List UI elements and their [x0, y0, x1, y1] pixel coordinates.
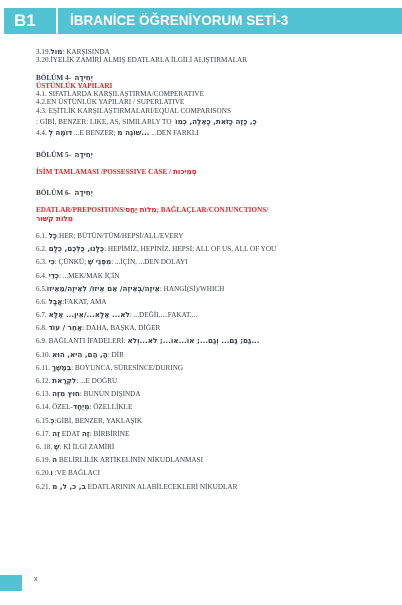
list-item[interactable]: 6.7. לֹא... אֶלָּא.../אֵין... אֶלָּא: ...DEĞİL....FAKAT.... — [36, 310, 198, 320]
list-item[interactable]: 6.20.ו :VE BAĞLACI — [36, 468, 100, 478]
list-item[interactable]: 6.17. זֶה EDAT זֶה: BİRBİRİNE — [36, 428, 130, 438]
footer-accent-bar — [0, 575, 22, 591]
book-title: İBRANİCE ÖĞRENİYORUM SETİ-3 — [58, 8, 402, 34]
list-item[interactable]: 6.11. בְּמֶשֶׁךְ: BOYUNCA, SÜRESİNCE/DURING — [36, 362, 184, 372]
list-item[interactable]: 6.14. ÖZEL-מְיֻחָד: ÖZELLİKLE — [36, 402, 133, 412]
level-badge: B1 — [4, 8, 56, 34]
section-4-heading[interactable]: BÖLÜM 4- יְחִידָה — [36, 72, 93, 82]
list-item[interactable]: 6.10. הֲ, הַם, הִיא, הוּא: DİR — [36, 349, 124, 359]
list-item[interactable]: 6.12. לִקְרַאת: ...E DOĞRU — [36, 376, 118, 385]
list-item[interactable]: 6.1. כָּל:HER; BÜTÜN/TÜM/HEPSİ/ALL/EVERY — [36, 230, 184, 240]
section-6-heading[interactable]: BÖLÜM 6- יְחִידָה — [36, 188, 93, 198]
list-item[interactable]: 6.9. BAĞLANTI İFADELERİ: גַּם; גַּם... וְגַם...; אוֹ...אוֹ...; לֹא...וְלֹא... — [36, 336, 260, 346]
toc-line-4-3-b[interactable]: : GİBİ, BENZER: LIKE, AS, SIMILARLY TO כְּ, כָּזֶה כָּזֹאת, כָּאֵלֶּה, כְּמוֹ — [36, 116, 257, 126]
list-item[interactable]: 6.8. אַחֵר / עוֹד: DAHA, BAŞKA, DİĞER — [36, 323, 161, 333]
conjunction-list — [36, 229, 376, 493]
list-item[interactable]: 6.13. חוּץ מִזֶּה: BUNUN DIŞINDA — [36, 389, 141, 399]
list-item[interactable]: 6.6. אֲבָל:FAKAT, AMA — [36, 296, 107, 306]
toc-line-4-3[interactable]: 4.3. EŞİTLİK KARŞILAŞTIRMALARI/EQUAL COMPARISONS — [36, 106, 231, 115]
section-5-heading[interactable]: BÖLÜM 5- יְחִידָה — [36, 149, 93, 159]
list-item[interactable]: 6.4. כְּדֵי: ...MEK/MAK İÇİN — [36, 270, 120, 280]
toc-line-4-2[interactable]: 4.2.EN ÜSTÜNLÜK YAPILARI / SUPERLATIVE — [36, 98, 185, 107]
list-item[interactable]: 6.15.כְּ:GİBİ, BENZER, YAKLAŞIK — [36, 415, 143, 425]
toc-line-3-19[interactable]: 3.19.מול: KARŞISINDA — [36, 47, 110, 56]
list-item[interactable]: 6.19. ה BELİRLİLİK ARTİKELİNİN NİKUDLANMASI — [36, 455, 204, 465]
section-5-subtitle: İSİM TAMLAMASI /POSSESSIVE CASE / סְמִיכוּת — [36, 166, 197, 176]
toc-line-3-20[interactable]: 3.20.İYELİK ZAMİRİ ALMIŞ EDATLARLA İLGİLİ ALIŞTIRMALAR — [36, 56, 248, 65]
section-6-subtitle: EDATLAR/PREPOSITONS/מִלּוֹת יַחַס; BAĞLAÇLAR/CONJUNCTIONS/ — [36, 205, 269, 215]
table-of-contents — [36, 48, 376, 493]
toc-line-4-1[interactable]: 4.1. SIFATLARDA KARŞILAŞTIRMA/COMPERATIVE — [36, 90, 204, 99]
toc-line-4-4[interactable]: 4.4. דּוֹמֶה לְ ...E BENZER; שׁוֹנֶה מ... ...DEN FARKLI — [36, 128, 199, 138]
list-item[interactable]: 6.5.אֵיזֶה/בְּאֵיזֶה/ אֵם אֵיזוֹ/ לְאֵיזֶה/מֵאֵיזוֹ: HANGİ(Sİ)/WHICH — [36, 283, 225, 293]
section-4-subtitle: ÜSTÜNLÜK YAPILARI — [36, 81, 113, 90]
section-6-subtitle-2: מִלּוֹת קִשּׁוּר — [36, 213, 73, 223]
list-item[interactable]: 6.21. ב, כ, ל, מ EDATLARININ ALABİLECEKLERİ NİKUDLAR — [36, 481, 238, 491]
list-item[interactable]: 6.3. כִּי: ÇÜNKÜ; מִפְּנֵי שֶׁ: ...İÇİN, ...DEN DOLAYI — [36, 257, 188, 267]
header — [0, 8, 402, 34]
page-number: x — [34, 576, 38, 583]
list-item[interactable]: 6.2. כֻּלָּנוּ, כֻּלְּכֶם, כֻּלָּם: HEPİMİZ, HEPİNİZ, HEPSİ; ALL OF US, ALL OF YOU — [36, 244, 277, 254]
list-item[interactable]: 6. 18. שֶׁ: Kİ İLGİ ZAMİRİ — [36, 441, 115, 451]
